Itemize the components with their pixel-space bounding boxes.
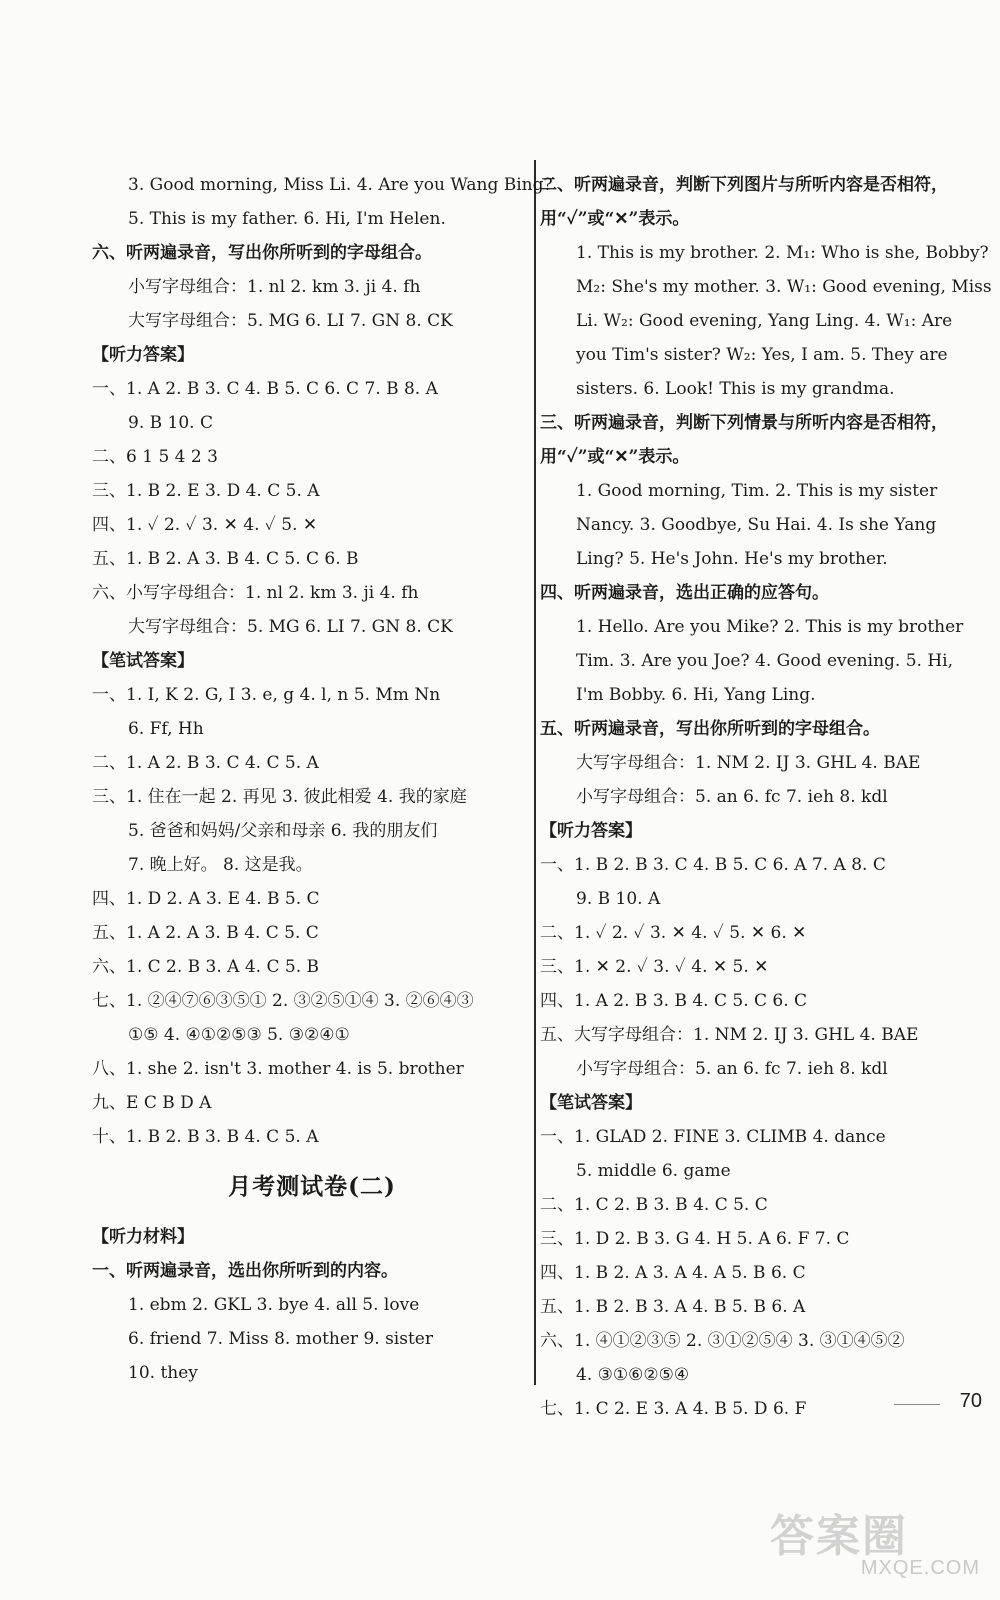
column-divider bbox=[534, 160, 536, 1385]
answer-line: 5. 爸爸和妈妈/父亲和母亲 6. 我的朋友们 bbox=[128, 821, 438, 841]
page-number-rule bbox=[894, 1404, 940, 1405]
answer-line: 10. they bbox=[128, 1363, 198, 1383]
answer-line: 七、1. C 2. E 3. A 4. B 5. D 6. F bbox=[540, 1399, 807, 1419]
answer-line: 二、1. ✓ 2. ✓ 3. ✕ 4. ✓ 5. ✕ 6. ✕ bbox=[540, 923, 807, 943]
answer-line: 三、1. B 2. E 3. D 4. C 5. A bbox=[92, 481, 320, 501]
answer-line: 二、6 1 5 4 2 3 bbox=[92, 447, 218, 467]
answer-line: you Tim's sister? W₂: Yes, I am. 5. They are bbox=[576, 345, 948, 365]
answer-line: 四、1. D 2. A 3. E 4. B 5. C bbox=[92, 889, 320, 909]
answer-line: 七、1. ②④⑦⑥③⑤① 2. ③②⑤①④ 3. ②⑥④③ bbox=[92, 991, 474, 1011]
answer-line: 大写字母组合：5. MG 6. LI 7. GN 8. CK bbox=[128, 311, 453, 331]
answer-line: 9. B 10. C bbox=[128, 413, 213, 433]
answer-line: 5. This is my father. 6. Hi, I'm Helen. bbox=[128, 209, 446, 229]
section-heading: 四、听两遍录音，选出正确的应答句。 bbox=[540, 583, 829, 603]
section-heading: 【听力答案】 bbox=[92, 345, 194, 365]
section-heading: 一、听两遍录音，选出你所听到的内容。 bbox=[92, 1261, 398, 1281]
answer-line: 小写字母组合：5. an 6. fc 7. ieh 8. kdl bbox=[576, 787, 888, 807]
answer-line: I'm Bobby. 6. Hi, Yang Ling. bbox=[576, 685, 816, 705]
answer-line: 九、E C B D A bbox=[92, 1093, 212, 1113]
right-column bbox=[540, 168, 992, 1426]
left-column bbox=[92, 168, 553, 1390]
answer-line: 五、1. B 2. B 3. A 4. B 5. B 6. A bbox=[540, 1297, 806, 1317]
answer-line: 四、1. B 2. A 3. A 4. A 5. B 6. C bbox=[540, 1263, 806, 1283]
section-heading: 三、听两遍录音，判断下列情景与所听内容是否相符， bbox=[540, 413, 948, 433]
answer-line: 1. This is my brother. 2. M₁: Who is she, Bobby? bbox=[576, 243, 989, 263]
answer-line: 五、大写字母组合：1. NM 2. IJ 3. GHL 4. BAE bbox=[540, 1025, 919, 1045]
answer-line: 一、1. GLAD 2. FINE 3. CLIMB 4. dance bbox=[540, 1127, 886, 1147]
section-heading: 用“✓”或“✕”表示。 bbox=[540, 209, 690, 229]
answer-line: 9. B 10. A bbox=[576, 889, 661, 909]
watermark-logo bbox=[770, 1500, 980, 1580]
answer-line: 八、1. she 2. isn't 3. mother 4. is 5. brother bbox=[92, 1059, 464, 1079]
answer-line: 小写字母组合：1. nl 2. km 3. ji 4. fh bbox=[128, 277, 421, 297]
answer-line: 三、1. 住在一起 2. 再见 3. 彼此相爱 4. 我的家庭 bbox=[92, 787, 467, 807]
section-heading: 用“✓”或“✕”表示。 bbox=[540, 447, 690, 467]
answer-line: 7. 晚上好。 8. 这是我。 bbox=[128, 855, 313, 875]
answer-line: 五、1. A 2. A 3. B 4. C 5. C bbox=[92, 923, 319, 943]
answer-line: 一、1. A 2. B 3. C 4. B 5. C 6. C 7. B 8. A bbox=[92, 379, 438, 399]
section-heading: 【笔试答案】 bbox=[92, 651, 194, 671]
answer-line: 一、1. I, K 2. G, I 3. e, g 4. l, n 5. Mm Nn bbox=[92, 685, 441, 705]
answer-line: 三、1. D 2. B 3. G 4. H 5. A 6. F 7. C bbox=[540, 1229, 850, 1249]
section-heading: 二、听两遍录音，判断下列图片与所听内容是否相符， bbox=[540, 175, 948, 195]
answer-line: 三、1. ✕ 2. ✓ 3. ✓ 4. ✕ 5. ✕ bbox=[540, 957, 769, 977]
answer-line: ①⑤ 4. ④①②⑤③ 5. ③②④① bbox=[128, 1025, 350, 1045]
section-heading: 五、听两遍录音，写出你所听到的字母组合。 bbox=[540, 719, 880, 739]
section-heading: 六、听两遍录音，写出你所听到的字母组合。 bbox=[92, 243, 432, 263]
answer-line: 6. Ff, Hh bbox=[128, 719, 204, 739]
section-title: 月考测试卷(二) bbox=[228, 1173, 396, 1200]
answer-line: 5. middle 6. game bbox=[576, 1161, 731, 1181]
answer-line: M₂: She's my mother. 3. W₁: Good evening, Miss bbox=[576, 277, 992, 297]
answer-line: 一、1. B 2. B 3. C 4. B 5. C 6. A 7. A 8. C bbox=[540, 855, 886, 875]
answer-line: 五、1. B 2. A 3. B 4. C 5. C 6. B bbox=[92, 549, 359, 569]
answer-line: sisters. 6. Look! This is my grandma. bbox=[576, 379, 895, 399]
answer-line: 3. Good morning, Miss Li. 4. Are you Wang Bing? bbox=[128, 175, 553, 195]
section-heading: 【听力材料】 bbox=[92, 1227, 194, 1247]
answer-line: 1. ebm 2. GKL 3. bye 4. all 5. love bbox=[128, 1295, 420, 1315]
answer-line: 六、1. C 2. B 3. A 4. C 5. B bbox=[92, 957, 320, 977]
answer-line: 1. Hello. Are you Mike? 2. This is my brother bbox=[576, 617, 964, 637]
answer-line: 二、1. A 2. B 3. C 4. C 5. A bbox=[92, 753, 319, 773]
answer-line: 六、1. ④①②③⑤ 2. ③①②⑤④ 3. ③①④⑤② bbox=[540, 1331, 905, 1351]
answer-line: Ling? 5. He's John. He's my brother. bbox=[576, 549, 888, 569]
section-heading: 【笔试答案】 bbox=[540, 1093, 642, 1113]
answer-line: 大写字母组合：5. MG 6. LI 7. GN 8. CK bbox=[128, 617, 453, 637]
answer-line: 4. ③①⑥②⑤④ bbox=[576, 1365, 690, 1385]
answer-line: 六、小写字母组合：1. nl 2. km 3. ji 4. fh bbox=[92, 583, 419, 603]
answer-line: 四、1. A 2. B 3. B 4. C 5. C 6. C bbox=[540, 991, 808, 1011]
answer-line: Tim. 3. Are you Joe? 4. Good evening. 5. Hi, bbox=[576, 651, 954, 671]
watermark-sub: MXQE.COM bbox=[860, 1557, 980, 1579]
answer-line: 四、1. ✓ 2. ✓ 3. ✕ 4. ✓ 5. ✕ bbox=[92, 515, 318, 535]
answer-line: 小写字母组合：5. an 6. fc 7. ieh 8. kdl bbox=[576, 1059, 888, 1079]
answer-line: 十、1. B 2. B 3. B 4. C 5. A bbox=[92, 1127, 319, 1147]
answer-line: 二、1. C 2. B 3. B 4. C 5. C bbox=[540, 1195, 768, 1215]
answer-line: 6. friend 7. Miss 8. mother 9. sister bbox=[128, 1329, 433, 1349]
section-heading: 【听力答案】 bbox=[540, 821, 642, 841]
answer-line: Li. W₂: Good evening, Yang Ling. 4. W₁: Are bbox=[576, 311, 953, 331]
answer-line: 1. Good morning, Tim. 2. This is my sister bbox=[576, 481, 938, 501]
page-number: 70 bbox=[959, 1390, 982, 1412]
answer-line: Nancy. 3. Goodbye, Su Hai. 4. Is she Yang bbox=[576, 515, 937, 535]
watermark-main: 答案圈 bbox=[770, 1512, 908, 1561]
answer-line: 大写字母组合：1. NM 2. IJ 3. GHL 4. BAE bbox=[576, 753, 921, 773]
